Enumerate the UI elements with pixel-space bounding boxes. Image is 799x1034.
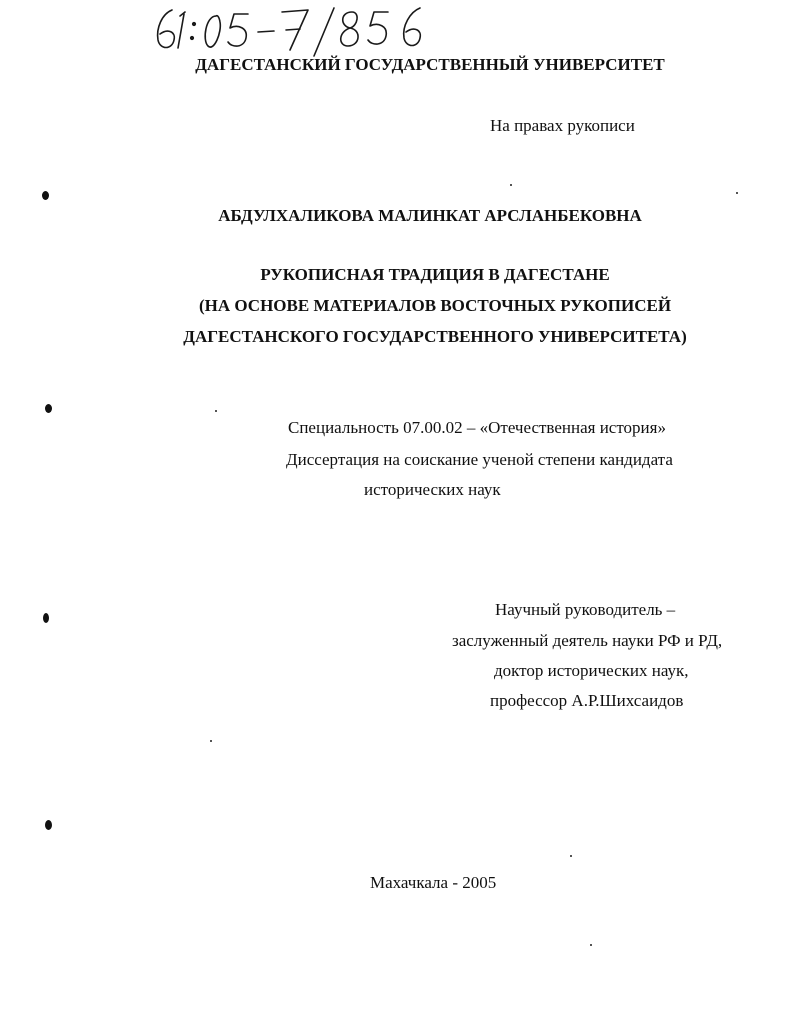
specialty-line: Специальность 07.00.02 – «Отечественная история» — [288, 418, 666, 437]
scan-speck — [570, 855, 572, 857]
dissertation-line: Диссертация на соискание ученой степени кандидата — [286, 450, 673, 469]
scan-speck — [736, 192, 738, 194]
supervisor-degree: доктор исторических наук, — [494, 661, 689, 680]
binding-mark-1 — [42, 191, 49, 200]
scan-speck — [215, 410, 217, 412]
author-name: АБДУЛХАЛИКОВА МАЛИНКАТ АРСЛАНБЕКОВНА — [218, 206, 642, 225]
binding-mark-2 — [45, 404, 52, 413]
supervisor-label: Научный руководитель – — [495, 600, 676, 619]
degree-line: исторических наук — [364, 480, 501, 499]
scan-speck — [510, 184, 512, 186]
thesis-title-line-3: ДАГЕСТАНСКОГО ГОСУДАРСТВЕННОГО УНИВЕРСИТЕТА) — [183, 327, 687, 346]
manuscript-rights-note: На правах рукописи — [490, 116, 635, 135]
supervisor-honor: заслуженный деятель науки РФ и РД, — [452, 631, 723, 650]
binding-mark-4 — [45, 820, 52, 830]
supervisor-name: профессор А.Р.Шихсаидов — [490, 691, 684, 710]
university-heading: ДАГЕСТАНСКИЙ ГОСУДАРСТВЕННЫЙ УНИВЕРСИТЕТ — [195, 55, 665, 74]
scan-speck — [590, 944, 592, 946]
handwritten-archive-note — [150, 2, 450, 60]
city-year: Махачкала - 2005 — [370, 873, 497, 892]
scan-speck — [210, 740, 212, 742]
binding-mark-3 — [43, 613, 49, 623]
thesis-title-line-2: (НА ОСНОВЕ МАТЕРИАЛОВ ВОСТОЧНЫХ РУКОПИСЕЙ — [198, 296, 672, 315]
thesis-title-line-1: РУКОПИСНАЯ ТРАДИЦИЯ В ДАГЕСТАНЕ — [260, 265, 610, 284]
